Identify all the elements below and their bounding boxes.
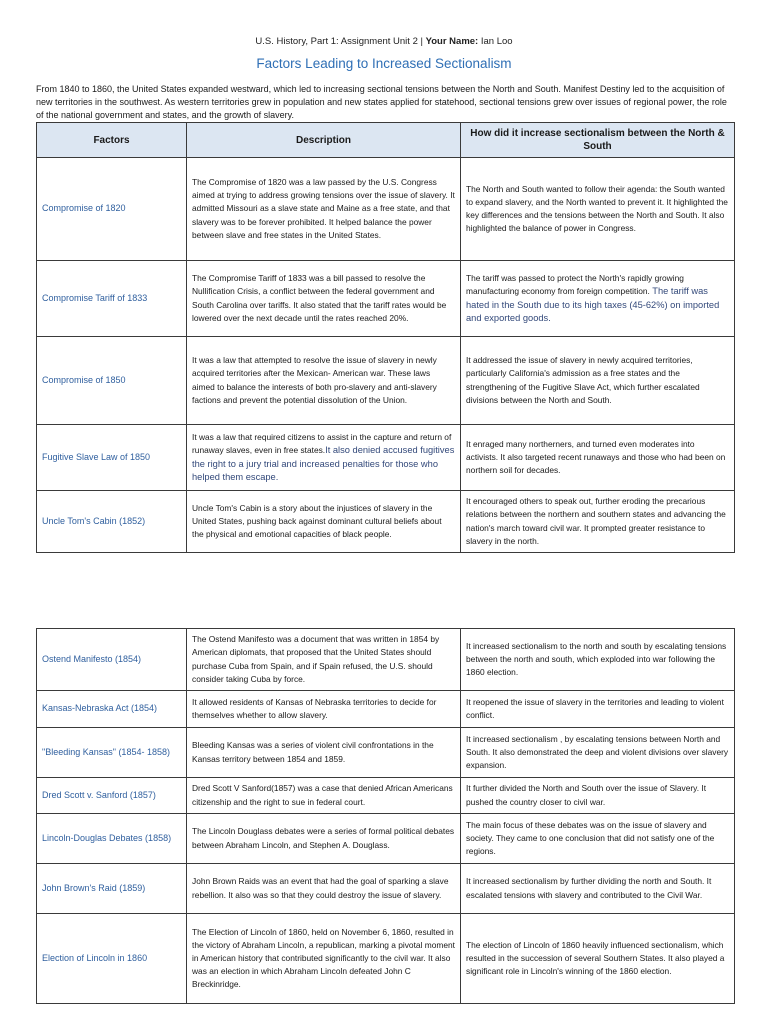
impact-extra-text: The tariff was hated in the South due to its high taxes (45-62%) on imported and exported goods. (466, 286, 720, 323)
table-row (37, 778, 735, 814)
page-title: Factors Leading to Increased Sectionalism (256, 56, 512, 71)
description-cell: It allowed residents of Kansas of Nebraska territories to decide for themselves whether to allow slavery. (187, 691, 461, 728)
factor-cell: Compromise Tariff of 1833 (37, 261, 187, 337)
factor-cell: John Brown's Raid (1859) (37, 864, 187, 914)
impact-text: The tariff was passed to protect the North's rapidly growing manufacturing economy from foreign competition. (466, 273, 684, 297)
document-header (0, 36, 768, 47)
impact-cell: It reopened the issue of slavery in the territories and leading to violent conflict. (461, 691, 735, 728)
factors-table-part2 (36, 628, 735, 1004)
description-cell: John Brown Raids was an event that had the goal of sparking a slave rebellion. It also was so that they could destroy the issue of slavery. (187, 864, 461, 914)
table-row (37, 425, 735, 491)
table-row (37, 491, 735, 553)
impact-cell: It encouraged others to speak out, further eroding the precarious relations between the northern and southern states and advancing the nation's march toward civil war. It prompted greater resistance to slavery in the north. (461, 491, 735, 553)
description-extra-text: It also denied accused fugitives the right to a jury trial and increased penalties for those who helped them escape. (192, 445, 455, 482)
table-row (37, 728, 735, 778)
table-header-row (37, 123, 735, 158)
impact-cell: The election of Lincoln of 1860 heavily influenced sectionalism, which resulted in the succession of several Southern States. It also played a significant role in Lincoln's winning of the 1860 election. (461, 914, 735, 1004)
description-cell: The Compromise Tariff of 1833 was a bill passed to resolve the Nullification Crisis, a conflict between the federal government and South Carolina over tariffs. It also stated that the tariff rates would be lowered over the next decade until the rates reached 20%. (187, 261, 461, 337)
table-row (37, 814, 735, 864)
name-label: Your Name: (425, 36, 479, 47)
description-cell: The Ostend Manifesto was a document that was written in 1854 by American diplomats, that proposed that the United States should purchase Cuba from Spain, and if Spain refused, the U.S. should consider taking Cuba by force. (187, 629, 461, 691)
factor-cell: Ostend Manifesto (1854) (37, 629, 187, 691)
column-header-impact: How did it increase sectionalism between the North & South (461, 123, 735, 158)
table-row (37, 914, 735, 1004)
impact-cell: It further divided the North and South over the issue of Slavery. It pushed the country closer to civil war. (461, 778, 735, 814)
table-row (37, 629, 735, 691)
impact-cell (461, 261, 735, 337)
description-cell: It was a law that attempted to resolve the issue of slavery in newly acquired territories after the Mexican- American war. These laws aimed to balance the interests of both pro-slavery and anti-slavery factions and prevent the potential dissolution of the Union. (187, 337, 461, 425)
description-text: It was a law that required citizens to assist in the capture and return of runaway slaves, even in free states. (192, 432, 452, 456)
table-row (37, 691, 735, 728)
description-cell: Dred Scott V Sanford(1857) was a case that denied African Americans citizenship and the right to sue in federal court. (187, 778, 461, 814)
impact-cell: The North and South wanted to follow their agenda: the South wanted to expand slavery, and the North wanted to prevent it. It highlighted the key differences and the tensions between the North and South. It also highlighted the balance of power in Congress. (461, 158, 735, 261)
description-cell (187, 425, 461, 491)
impact-cell: It increased sectionalism by further dividing the north and South. It escalated tensions with slavery and contributed to the Civil War. (461, 864, 735, 914)
intro-paragraph: From 1840 to 1860, the United States expanded westward, which led to increasing sectional tensions between the North and South. Manifest Destiny led to the acquisition of new territories in the southwest. As western territories grew in population and new states applied for statehood, sectional tensions grew over issues of regional power, the role of the national government and states, and the growth of slavery. (36, 84, 727, 120)
course-label: U.S. History, Part 1: Assignment Unit 2 | (255, 36, 423, 47)
impact-cell: The main focus of these debates was on the issue of slavery and society. They came to one conclusion that did not satisfy one of the regions. (461, 814, 735, 864)
impact-cell: It increased sectionalism , by escalating tensions between North and South. It also demonstrated the deep and violent divisions over slavery expansion. (461, 728, 735, 778)
factor-cell: Kansas-Nebraska Act (1854) (37, 691, 187, 728)
table-row (37, 261, 735, 337)
impact-cell: It addressed the issue of slavery in newly acquired territories, particularly California's admission as a free states and the strengthening of the Fugitive Slave Act, which further escalated divisions between the North and South. (461, 337, 735, 425)
factor-cell: Election of Lincoln in 1860 (37, 914, 187, 1004)
name-value: Ian Loo (480, 36, 513, 47)
factor-cell: Fugitive Slave Law of 1850 (37, 425, 187, 491)
table-row (37, 337, 735, 425)
description-cell: Bleeding Kansas was a series of violent civil confrontations in the Kansas territory between 1854 and 1859. (187, 728, 461, 778)
impact-cell: It increased sectionalism to the north and south by escalating tensions between the north and south, which exploded into war following the 1860 election. (461, 629, 735, 691)
description-cell: The Lincoln Douglass debates were a series of formal political debates between Abraham Lincoln, and Stephen A. Douglass. (187, 814, 461, 864)
factor-cell: Compromise of 1820 (37, 158, 187, 261)
factor-cell: Lincoln-Douglas Debates (1858) (37, 814, 187, 864)
factor-cell: "Bleeding Kansas" (1854- 1858) (37, 728, 187, 778)
description-cell: Uncle Tom's Cabin is a story about the injustices of slavery in the United States, pushing back against dominant cultural beliefs about the physical and emotional capacities of black people. (187, 491, 461, 553)
factor-cell: Dred Scott v. Sanford (1857) (37, 778, 187, 814)
description-cell: The Election of Lincoln of 1860, held on November 6, 1860, resulted in the victory of Abraham Lincoln, a republican, marking a pivotal moment in American history that contributed significantly to the civil war. It also was an election in which Abraham Lincoln defeated John C Breckinridge. (187, 914, 461, 1004)
factors-table-part1 (36, 122, 735, 553)
impact-cell: It enraged many northerners, and turned even moderates into activists. It also targeted recent runaways and those who had been on northern soil for decades. (461, 425, 735, 491)
table-row (37, 158, 735, 261)
column-header-factors: Factors (37, 123, 187, 158)
column-header-description: Description (187, 123, 461, 158)
table-row (37, 864, 735, 914)
factor-cell: Uncle Tom's Cabin (1852) (37, 491, 187, 553)
factor-cell: Compromise of 1850 (37, 337, 187, 425)
description-cell: The Compromise of 1820 was a law passed by the U.S. Congress aimed at trying to address growing tensions over the issue of slavery. It admitted Missouri as a slave state and Maine as a free state, and that slavery was to be forever prohibited. It helped balance the power between slave and free states in the United States. (187, 158, 461, 261)
